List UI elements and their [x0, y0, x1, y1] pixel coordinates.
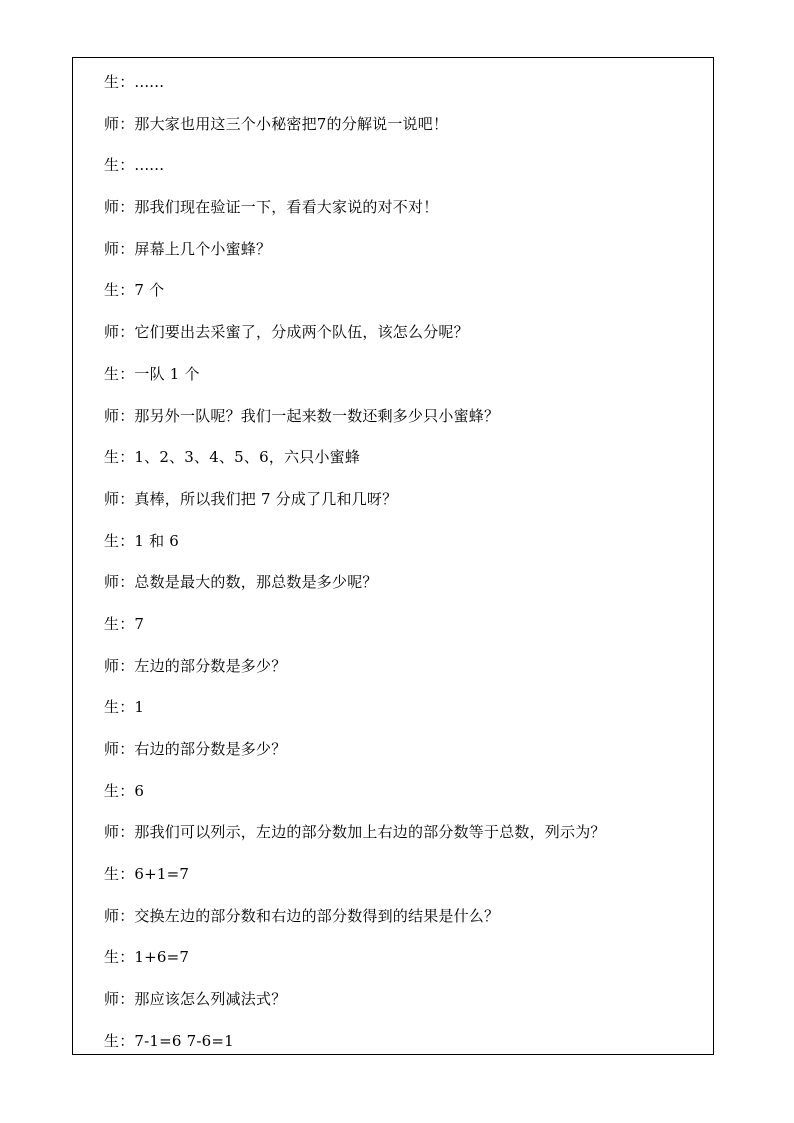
utterance-text: 一队 1 个 [134, 364, 200, 383]
dialogue-line [104, 979, 704, 1021]
utterance-text: 那我们可以列示，左边的部分数加上右边的部分数等于总数，列示为？ [134, 823, 606, 842]
speaker-label: 师： [104, 656, 135, 675]
dialogue-line [104, 104, 704, 146]
speaker-label: 生： [104, 781, 135, 800]
dialogue-line [104, 521, 704, 563]
utterance-text: 右边的部分数是多少？ [134, 740, 287, 758]
speaker-label: 师： [104, 198, 135, 217]
utterance-text: 1、2、3、4、5、6，六只小蜜蜂 [134, 448, 361, 467]
speaker-label: 师： [104, 323, 135, 342]
speaker-label: 生： [104, 1031, 135, 1050]
dialogue-line [104, 729, 704, 771]
utterance-text: 7 个 [134, 281, 165, 300]
speaker-label: 师： [104, 990, 135, 1009]
dialogue-line [104, 312, 704, 354]
speaker-label: 生： [104, 364, 135, 383]
speaker-label: 生： [104, 448, 135, 467]
dialogue-line [104, 396, 704, 438]
dialogue-line [104, 812, 704, 854]
utterance-text: 1+6=7 [134, 948, 190, 967]
speaker-label: 师： [104, 740, 135, 758]
dialogue-line [104, 937, 704, 979]
speaker-label: 生： [104, 156, 135, 175]
utterance-text: 6 [134, 781, 145, 800]
dialogue-line [104, 646, 704, 688]
utterance-text: 那大家也用这三个小秘密把7的分解说一说吧！ [134, 114, 449, 133]
utterance-text: 屏幕上几个小蜜蜂？ [134, 239, 272, 258]
utterance-text: 真棒，所以我们把 7 分成了几和几呀？ [134, 489, 398, 508]
dialogue-transcript [104, 62, 704, 1063]
speaker-label: 师： [104, 573, 135, 592]
dialogue-line [104, 687, 704, 729]
utterance-text: ...... [134, 156, 165, 175]
speaker-label: 师： [104, 239, 135, 258]
speaker-label: 生： [104, 531, 135, 550]
dialogue-line [104, 354, 704, 396]
utterance-text: 7-1=6 7-6=1 [134, 1031, 234, 1050]
utterance-text: 它们要出去采蜜了，分成两个队伍，该怎么分呢？ [134, 323, 469, 342]
dialogue-line [104, 896, 704, 938]
dialogue-line [104, 229, 704, 271]
speaker-label: 生： [104, 948, 135, 967]
dialogue-line [104, 1021, 704, 1063]
speaker-label: 生： [104, 614, 135, 633]
utterance-text: 左边的部分数是多少？ [134, 656, 287, 675]
dialogue-line [104, 437, 704, 479]
speaker-label: 师： [104, 406, 135, 425]
utterance-text: 总数是最大的数，那总数是多少呢？ [134, 573, 378, 592]
utterance-text: 那我们现在验证一下，看看大家说的对不对！ [134, 198, 439, 217]
dialogue-line [104, 270, 704, 312]
dialogue-line [104, 145, 704, 187]
speaker-label: 师： [104, 114, 135, 133]
dialogue-line [104, 604, 704, 646]
utterance-text: 1 [134, 698, 145, 717]
dialogue-line [104, 854, 704, 896]
dialogue-line [104, 62, 704, 104]
utterance-text: 1 和 6 [134, 531, 180, 550]
utterance-text: 6+1=7 [134, 865, 190, 884]
dialogue-line [104, 479, 704, 521]
utterance-text: 7 [134, 614, 145, 633]
speaker-label: 生： [104, 281, 135, 300]
utterance-text: ...... [134, 73, 165, 91]
utterance-text: 交换左边的部分数和右边的部分数得到的结果是什么？ [134, 906, 500, 925]
utterance-text: 那应该怎么列减法式？ [134, 990, 287, 1009]
utterance-text: 那另外一队呢？我们一起来数一数还剩多少只小蜜蜂？ [134, 406, 500, 425]
dialogue-line [104, 187, 704, 229]
speaker-label: 生： [104, 73, 135, 91]
speaker-label: 师： [104, 823, 135, 842]
speaker-label: 师： [104, 489, 135, 508]
dialogue-line [104, 562, 704, 604]
speaker-label: 生： [104, 698, 135, 717]
speaker-label: 生： [104, 865, 135, 884]
speaker-label: 师： [104, 906, 135, 925]
dialogue-line [104, 771, 704, 813]
